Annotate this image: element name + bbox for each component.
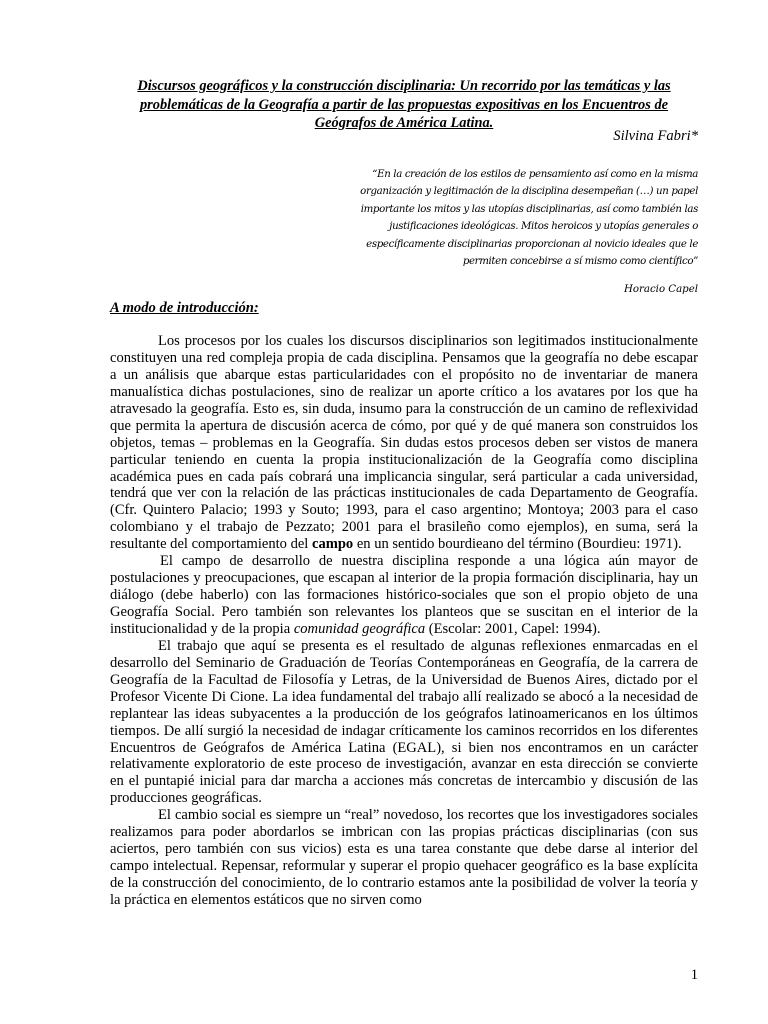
section-heading: A modo de introducción: — [110, 300, 259, 316]
page-number: 1 — [690, 967, 698, 983]
bold-term: campo — [311, 536, 354, 553]
paragraph: El trabajo que aquí se presenta es el resultado de algunas reflexiones enmarcadas en el desarrollo del Seminario de Graduación de Teorías Contemporáneas en Geografía, de la carrera de Geografía de la Facultad de Filosofía y Letras, de la Universidad de Buenos Aires, dictado por el Profesor Vicente Di Cione. La idea fundamental del trabajo allí realizado se abocó a la necesidad de replantear las ideas subyacentes a la producción de los geógrafos latinoamericanos en los últimos tiempos. De allí surgió la necesidad de indagar críticamente los caminos recorridos en los diferentes Encuentros de Geógrafos de América Latina (EGAL), si bien nos encontramos en un carácter relativamente exploratorio de este proceso de investigación, avanzar en esta dirección se convierte en el puntapié inicial para dar marcha a acciones más concretas de intercambio y discusión de las producciones geográficas. — [110, 637, 698, 807]
author-name: Silvina Fabri* — [613, 128, 698, 144]
body-text — [110, 333, 698, 909]
epigraph-quote: “En la creación de los estilos de pensamiento así como en la misma organización y legitimación de la disciplina desempeñan (…) un papel importante los mitos y las utopías disciplinarias, así como también las justificaciones ideológicas. Mitos heroicos y utopías generales o específicamente disciplinarias proporcionan al novicio ideales que le permiten concebirse a sí mismo como científico” — [360, 169, 698, 268]
document-title: Discursos geográficos y la construcción disciplinaria: Un recorrido por las temáticas y las problemáticas de la Geografía a partir de las propuestas expositivas en los Encuentros de Geógrafos de América Latina. — [137, 78, 671, 131]
paragraph-text: en un sentido bourdieano del término (Bourdieu: 1971). — [356, 536, 682, 553]
paragraph: El cambio social es siempre un “real” novedoso, los recortes que los investigadores sociales realizamos para poder abordarlos se imbrican con las propias prácticas disciplinarias (con sus aciertos, pero también con sus vicios) esta es una tarea constante que debe darse al interior del campo intelectual. Repensar, reformular y superar el propio quehacer geográfico es la base explícita de la construcción del conocimiento, de lo contrario estamos ante la posibilidad de volver la teoría y la práctica en elementos estáticos que no sirven como — [110, 807, 698, 908]
paragraph-text: (Escolar: 2001, Capel: 1994). — [428, 620, 601, 637]
paragraph — [110, 333, 698, 553]
italic-term: comunidad geográfica — [293, 620, 426, 637]
paragraph — [110, 553, 698, 638]
paragraph-text: El campo de desarrollo de nuestra disciplina responde a una lógica aún mayor de postulaciones y preocupaciones, que escapan al interior de la propia formación disciplinaria, hay un diálogo (debe haberlo) con las formaciones histórico-sociales que son el propio objeto de una Geografía Social. Pero también son relevantes los planteos que se suscitan en el interior de la institucionalidad y de la propia — [110, 553, 698, 637]
paragraph-text: Los procesos por los cuales los discursos disciplinarios son legitimados institucionalmente constituyen una red compleja propia de cada disciplina. Pensamos que la geografía no debe escapar a un análisis que abarque estas particularidades con el propósito no de inventariar de manera manualística dichas postulaciones, sino de realizar un aporte crítico a los avatares por los que ha atravesado la geografía. Esto es, sin duda, insumo para la construcción de un camino de reflexividad que permita la apertura de discusión acerca de cómo, por qué y de qué manera son construidos los objetos, temas – problemas en la Geografía. Sin dudas estos procesos deben ser vistos de manera particular teniendo en cuenta la propia institucionalización de la Geografía como disciplina académica pues en cada país cobrará una implicancia singular, será particular a cada universidad, tendrá que ver con la relación de las prácticas institucionales de cada Departamento de Geografía. (Cfr. Quintero Palacio; 1993 y Souto; 1993, para el caso argentino; Montoya; 2003 para el caso colombiano y el trabajo de Pezzato; 2001 para el brasileño como ejemplos), en suma, será la resultante del comportamiento del — [110, 333, 698, 553]
epigraph-author: Horacio Capel — [624, 284, 698, 295]
